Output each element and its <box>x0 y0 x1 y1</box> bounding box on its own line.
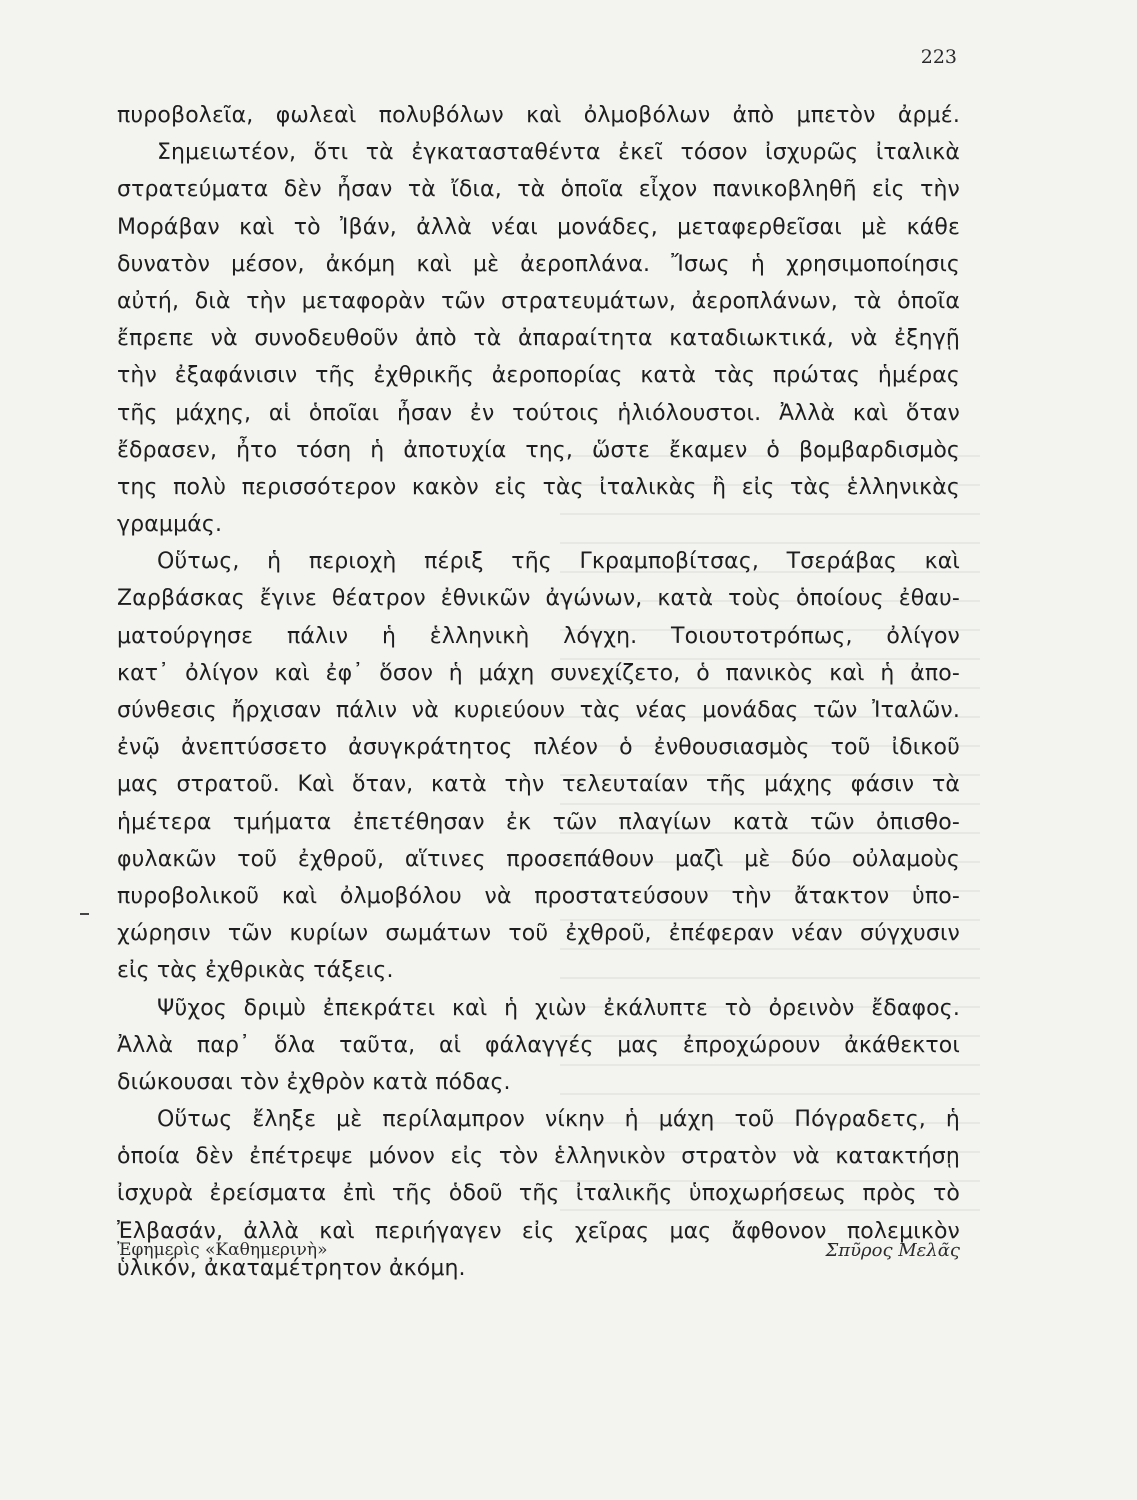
text-line: Σημειωτέον, ὅτι τὰ ἐγκατασταθέντα ἐκεῖ τόσον ἰσχυρῶς ἰταλικὰ <box>157 140 960 166</box>
page-number: 223 <box>920 46 957 68</box>
text-line: ἡμέτερα τμήματα ἐπετέθησαν ἐκ τῶν πλαγίων κατὰ τῶν ὀπισθο- <box>117 809 960 835</box>
text-line: ἔδρασεν, ἦτο τόση ἡ ἀποτυχία της, ὥστε ἔκαμεν ὁ βομβαρδισμὸς <box>117 437 960 463</box>
text-line: εἰς τὰς ἐχθρικὰς τάξεις. <box>117 958 394 984</box>
text-line: Οὕτως ἔληξε μὲ περίλαμπρον νίκην ἡ μάχη τοῦ Πόγραδετς, ἡ <box>157 1107 960 1133</box>
text-line: Μοράβαν καὶ τὸ Ἰβάν, ἀλλὰ νέαι μονάδες, μεταφερθεῖσαι μὲ κάθε <box>117 214 960 240</box>
text-line: χώρησιν τῶν κυρίων σωμάτων τοῦ ἐχθροῦ, ἐπέφεραν νέαν σύγχυσιν <box>117 921 960 947</box>
text-line: Ζαρβάσκας ἔγινε θέατρον ἐθνικῶν ἀγώνων, κατὰ τοὺς ὁποίους ἐθαυ- <box>117 586 960 612</box>
text-line: της πολὺ περισσότερον κακὸν εἰς τὰς ἰταλικὰς ἢ εἰς τὰς ἑλληνικὰς <box>117 474 960 500</box>
article-footer <box>117 1240 960 1261</box>
author-name: Σπῦρος Μελᾶς <box>825 1240 960 1261</box>
text-line: ὁποία δὲν ἐπέτρεψε μόνον εἰς τὸν ἑλληνικὸν στρατὸν νὰ κατακτήσῃ <box>117 1144 960 1170</box>
text-line: διώκουσαι τὸν ἐχθρὸν κατὰ πόδας. <box>117 1069 511 1095</box>
text-line: ἔπρεπε νὰ συνοδευθοῦν ἀπὸ τὰ ἀπαραίτητα καταδιωκτικά, νὰ ἐξηγῇ <box>117 326 960 352</box>
text-line: ἐνῷ ἀνεπτύσσετο ἀσυγκράτητος πλέον ὁ ἐνθουσιασμὸς τοῦ ἰδικοῦ <box>117 735 960 761</box>
text-line: φυλακῶν τοῦ ἐχθροῦ, αἵτινες προσεπάθουν μαζὶ μὲ δύο οὐλαμοὺς <box>117 846 960 872</box>
text-line: δυνατὸν μέσον, ἀκόμη καὶ μὲ ἀεροπλάνα. Ἴσως ἡ χρησιμοποίησις <box>117 251 960 277</box>
article-body <box>117 97 960 1287</box>
source-credit: Ἐφημερὶς «Καθημερινὴ» <box>117 1240 328 1260</box>
text-line: πυροβολικοῦ καὶ ὀλμοβόλου νὰ προστατεύσουν τὴν ἄτακτον ὑπο- <box>117 883 960 909</box>
text-line: Ἐλβασάν, ἀλλὰ καὶ περιήγαγεν εἰς χεῖρας μας ἄφθονον πολεμικὸν <box>117 1218 960 1244</box>
text-line: σύνθεσις ἤρχισαν πάλιν νὰ κυριεύουν τὰς νέας μονάδας τῶν Ἰταλῶν. <box>117 698 960 723</box>
text-line: τῆς μάχης, αἱ ὁποῖαι ἦσαν ἐν τούτοις ἡλιόλουστοι. Ἀλλὰ καὶ ὅταν <box>117 400 960 426</box>
text-line: στρατεύματα δὲν ἦσαν τὰ ἴδια, τὰ ὁποῖα εἶχον πανικοβληθῆ εἰς τὴν <box>117 177 960 203</box>
text-line: ματούργησε πάλιν ἡ ἑλληνικὴ λόγχη. Τοιουτοτρόπως, ὀλίγον <box>117 623 960 649</box>
text-line: πυροβολεῖα, φωλεαὶ πολυβόλων καὶ ὀλμοβόλων ἀπὸ μπετὸν ἀρμέ. <box>117 103 960 128</box>
text-line: αὐτή, διὰ τὴν μεταφορὰν τῶν στρατευμάτων, ἀεροπλάνων, τὰ ὁποῖα <box>117 288 960 314</box>
text-line: μας στρατοῦ. Καὶ ὅταν, κατὰ τὴν τελευταίαν τῆς μάχης φάσιν τὰ <box>117 772 960 798</box>
text-line: ἰσχυρὰ ἐρείσματα ἐπὶ τῆς ὁδοῦ τῆς ἰταλικῆς ὑποχωρήσεως πρὸς τὸ <box>117 1181 960 1207</box>
margin-mark <box>80 913 89 915</box>
text-line: τὴν ἐξαφάνισιν τῆς ἐχθρικῆς ἀεροπορίας κατὰ τὰς πρώτας ἡμέρας <box>117 363 960 389</box>
text-line: Ψῦχος δριμὺ ἐπεκράτει καὶ ἡ χιὼν ἐκάλυπτε τὸ ὀρεινὸν ἔδαφος. <box>157 995 960 1021</box>
text-line: Ἀλλὰ παρ᾽ ὅλα ταῦτα, αἱ φάλαγγές μας ἐπροχώρουν ἀκάθεκτοι <box>117 1032 960 1058</box>
text-line: ὑλικόν, ἀκαταμέτρητον ἀκόμη. <box>117 1255 466 1281</box>
text-line: κατ᾽ ὀλίγον καὶ ἐφ᾽ ὅσον ἡ μάχη συνεχίζετο, ὁ πανικὸς καὶ ἡ ἀπο- <box>117 660 960 686</box>
text-line: γραμμάς. <box>117 512 223 538</box>
text-line: Οὕτως, ἡ περιοχὴ πέριξ τῆς Γκραμποβίτσας, Τσεράβας καὶ <box>157 549 960 575</box>
